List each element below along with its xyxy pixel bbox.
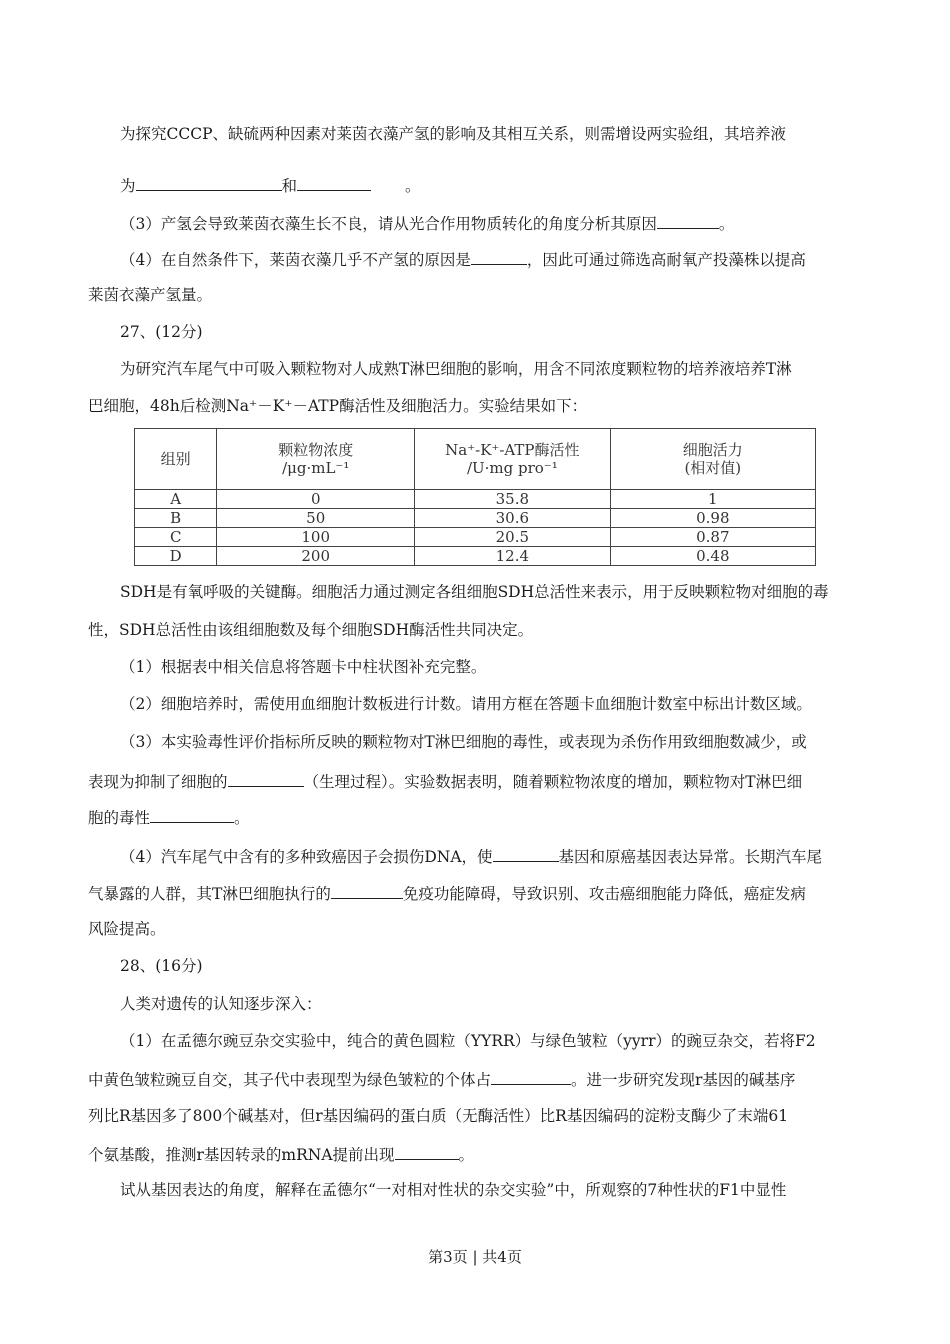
cell: 0	[217, 490, 415, 509]
question-number	[120, 956, 864, 976]
header-concentration: 颗粒物浓度 /μg·mL⁻¹	[217, 429, 415, 490]
text: ，因此可通过筛选高耐氧产投藻株以提高	[526, 251, 806, 269]
text: 为探究CCCP、缺硫两种因素对莱茵衣藻产氢的影响及其相互关系，则需增设两实验组，其培养液	[120, 125, 787, 143]
text-line	[88, 285, 864, 305]
text-line	[88, 620, 864, 640]
text-line	[120, 582, 864, 602]
text-line	[120, 845, 864, 867]
text: （4）汽车尾气中含有的多种致癌因子会损伤DNA，使	[120, 848, 493, 866]
text: 试从基因表达的角度，解释在孟德尔“一对相对性状的杂交实验”中，所观察的7种性状的F1中显性	[120, 1181, 787, 1199]
text-line	[88, 919, 864, 939]
text: 列比R基因多了800个碱基对，但r基因编码的蛋白质（无酶活性）比R基因编码的淀粉支酶少了末端61	[88, 1107, 789, 1125]
cell: A	[135, 490, 217, 509]
text-line	[88, 882, 864, 904]
cell: D	[135, 547, 217, 566]
table-header-row	[135, 429, 816, 490]
cell: 200	[217, 547, 415, 566]
text-line	[120, 694, 864, 714]
text: 免疫功能障碍，导致识别、攻击癌细胞能力降低，癌症发病	[402, 885, 806, 903]
text-line	[88, 770, 864, 792]
text-line	[120, 248, 864, 270]
table-row	[135, 547, 816, 566]
cell: 1	[610, 490, 815, 509]
answer-blank[interactable]	[657, 212, 719, 229]
text: 28、(16分)	[120, 957, 203, 975]
header-group: 组别	[135, 429, 217, 490]
cell: B	[135, 509, 217, 528]
text-line	[88, 1106, 864, 1126]
text: 和	[281, 177, 298, 195]
question-number	[120, 322, 864, 342]
table-row	[135, 528, 816, 547]
text-line	[88, 806, 864, 828]
text-line	[120, 124, 864, 144]
answer-blank[interactable]	[493, 845, 559, 862]
text: 基因和原癌基因表达异常。长期汽车尾	[558, 848, 823, 866]
cell: 12.4	[415, 547, 611, 566]
answer-blank[interactable]	[491, 1068, 571, 1085]
table-row	[135, 509, 816, 528]
text-line	[88, 1143, 864, 1165]
text-line	[120, 212, 864, 234]
cell: 20.5	[415, 528, 611, 547]
text-line	[120, 1031, 864, 1051]
text: （4）在自然条件下，莱茵衣藻几乎不产氢的原因是	[120, 251, 471, 269]
text: 。	[718, 215, 735, 233]
text: （3）产氢会导致莱茵衣藻生长不良，请从光合作用物质转化的角度分析其原因	[120, 215, 657, 233]
text: 气暴露的人群，其T淋巴细胞执行的	[88, 885, 331, 903]
cell: C	[135, 528, 217, 547]
text: 风险提高。	[88, 920, 166, 938]
cell: 35.8	[415, 490, 611, 509]
text: 。进一步研究发现r基因的碱基序	[571, 1071, 796, 1089]
answer-blank[interactable]	[136, 174, 282, 191]
answer-blank[interactable]	[331, 882, 403, 899]
table-row	[135, 490, 816, 509]
text: 胞的毒性	[88, 809, 151, 827]
answer-blank[interactable]	[395, 1143, 459, 1160]
text: （生理过程）。实验数据表明，随着颗粒物浓度的增加，颗粒物对T淋巴细	[303, 773, 803, 791]
text: 为	[120, 177, 136, 195]
text: 莱茵衣藻产氢量。	[88, 286, 213, 304]
results-table	[134, 428, 816, 566]
header-viability: 细胞活力 (相对值)	[610, 429, 815, 490]
text-line	[120, 994, 864, 1014]
text: （1）在孟德尔豌豆杂交实验中，纯合的黄色圆粒（YYRR）与绿色皱粒（yyrr）的豌豆杂交，若将F2	[120, 1032, 816, 1050]
text: 性，SDH总活性由该组细胞数及每个细胞SDH酶活性共同决定。	[88, 621, 534, 639]
answer-blank[interactable]	[228, 770, 304, 787]
page-footer: 第3页 | 共4页	[428, 1248, 522, 1266]
text: 中黄色皱粒豌豆自交，其子代中表现型为绿色皱粒的个体占	[88, 1071, 492, 1089]
text: （1）根据表中相关信息将答题卡中柱状图补充完整。	[120, 658, 487, 676]
text: （2）细胞培养时，需使用血细胞计数板进行计数。请用方框在答题卡血细胞计数室中标出计数区域。	[120, 695, 812, 713]
text: 27、(12分)	[120, 323, 203, 341]
answer-blank[interactable]	[150, 806, 234, 823]
text-line	[120, 174, 864, 196]
header-atpase: Na⁺-K⁺-ATP酶活性 /U·mg pro⁻¹	[415, 429, 611, 490]
text: 。	[458, 1146, 475, 1164]
answer-blank[interactable]	[297, 174, 371, 191]
text: 表现为抑制了细胞的	[88, 773, 228, 791]
text-line	[120, 732, 864, 752]
answer-blank[interactable]	[471, 248, 527, 265]
text: 。	[234, 809, 250, 827]
cell: 100	[217, 528, 415, 547]
text: 。	[405, 177, 421, 195]
cell: 50	[217, 509, 415, 528]
text: SDH是有氧呼吸的关键酶。细胞活力通过测定各组细胞SDH总活性来表示，用于反映颗粒物对细胞的毒	[120, 583, 829, 601]
text: 巴细胞，48h后检测Na⁺－K⁺－ATP酶活性及细胞活力。实验结果如下：	[88, 397, 588, 415]
text-line	[120, 657, 864, 677]
text-line	[120, 1180, 864, 1200]
text: （3）本实验毒性评价指标所反映的颗粒物对T淋巴细胞的毒性，或表现为杀伤作用致细胞数减少，或	[120, 733, 807, 751]
text: 为研究汽车尾气中可吸入颗粒物对人成熟T淋巴细胞的影响，用含不同浓度颗粒物的培养液培养T淋	[120, 360, 792, 378]
text-line	[88, 396, 864, 416]
text-line	[88, 1068, 864, 1090]
cell: 0.87	[610, 528, 815, 547]
text: 个氨基酸，推测r基因转录的mRNA提前出现	[88, 1146, 395, 1164]
text: 人类对遗传的认知逐步深入：	[120, 995, 322, 1013]
cell: 0.98	[610, 509, 815, 528]
cell: 0.48	[610, 547, 815, 566]
text-line	[120, 359, 864, 379]
cell: 30.6	[415, 509, 611, 528]
